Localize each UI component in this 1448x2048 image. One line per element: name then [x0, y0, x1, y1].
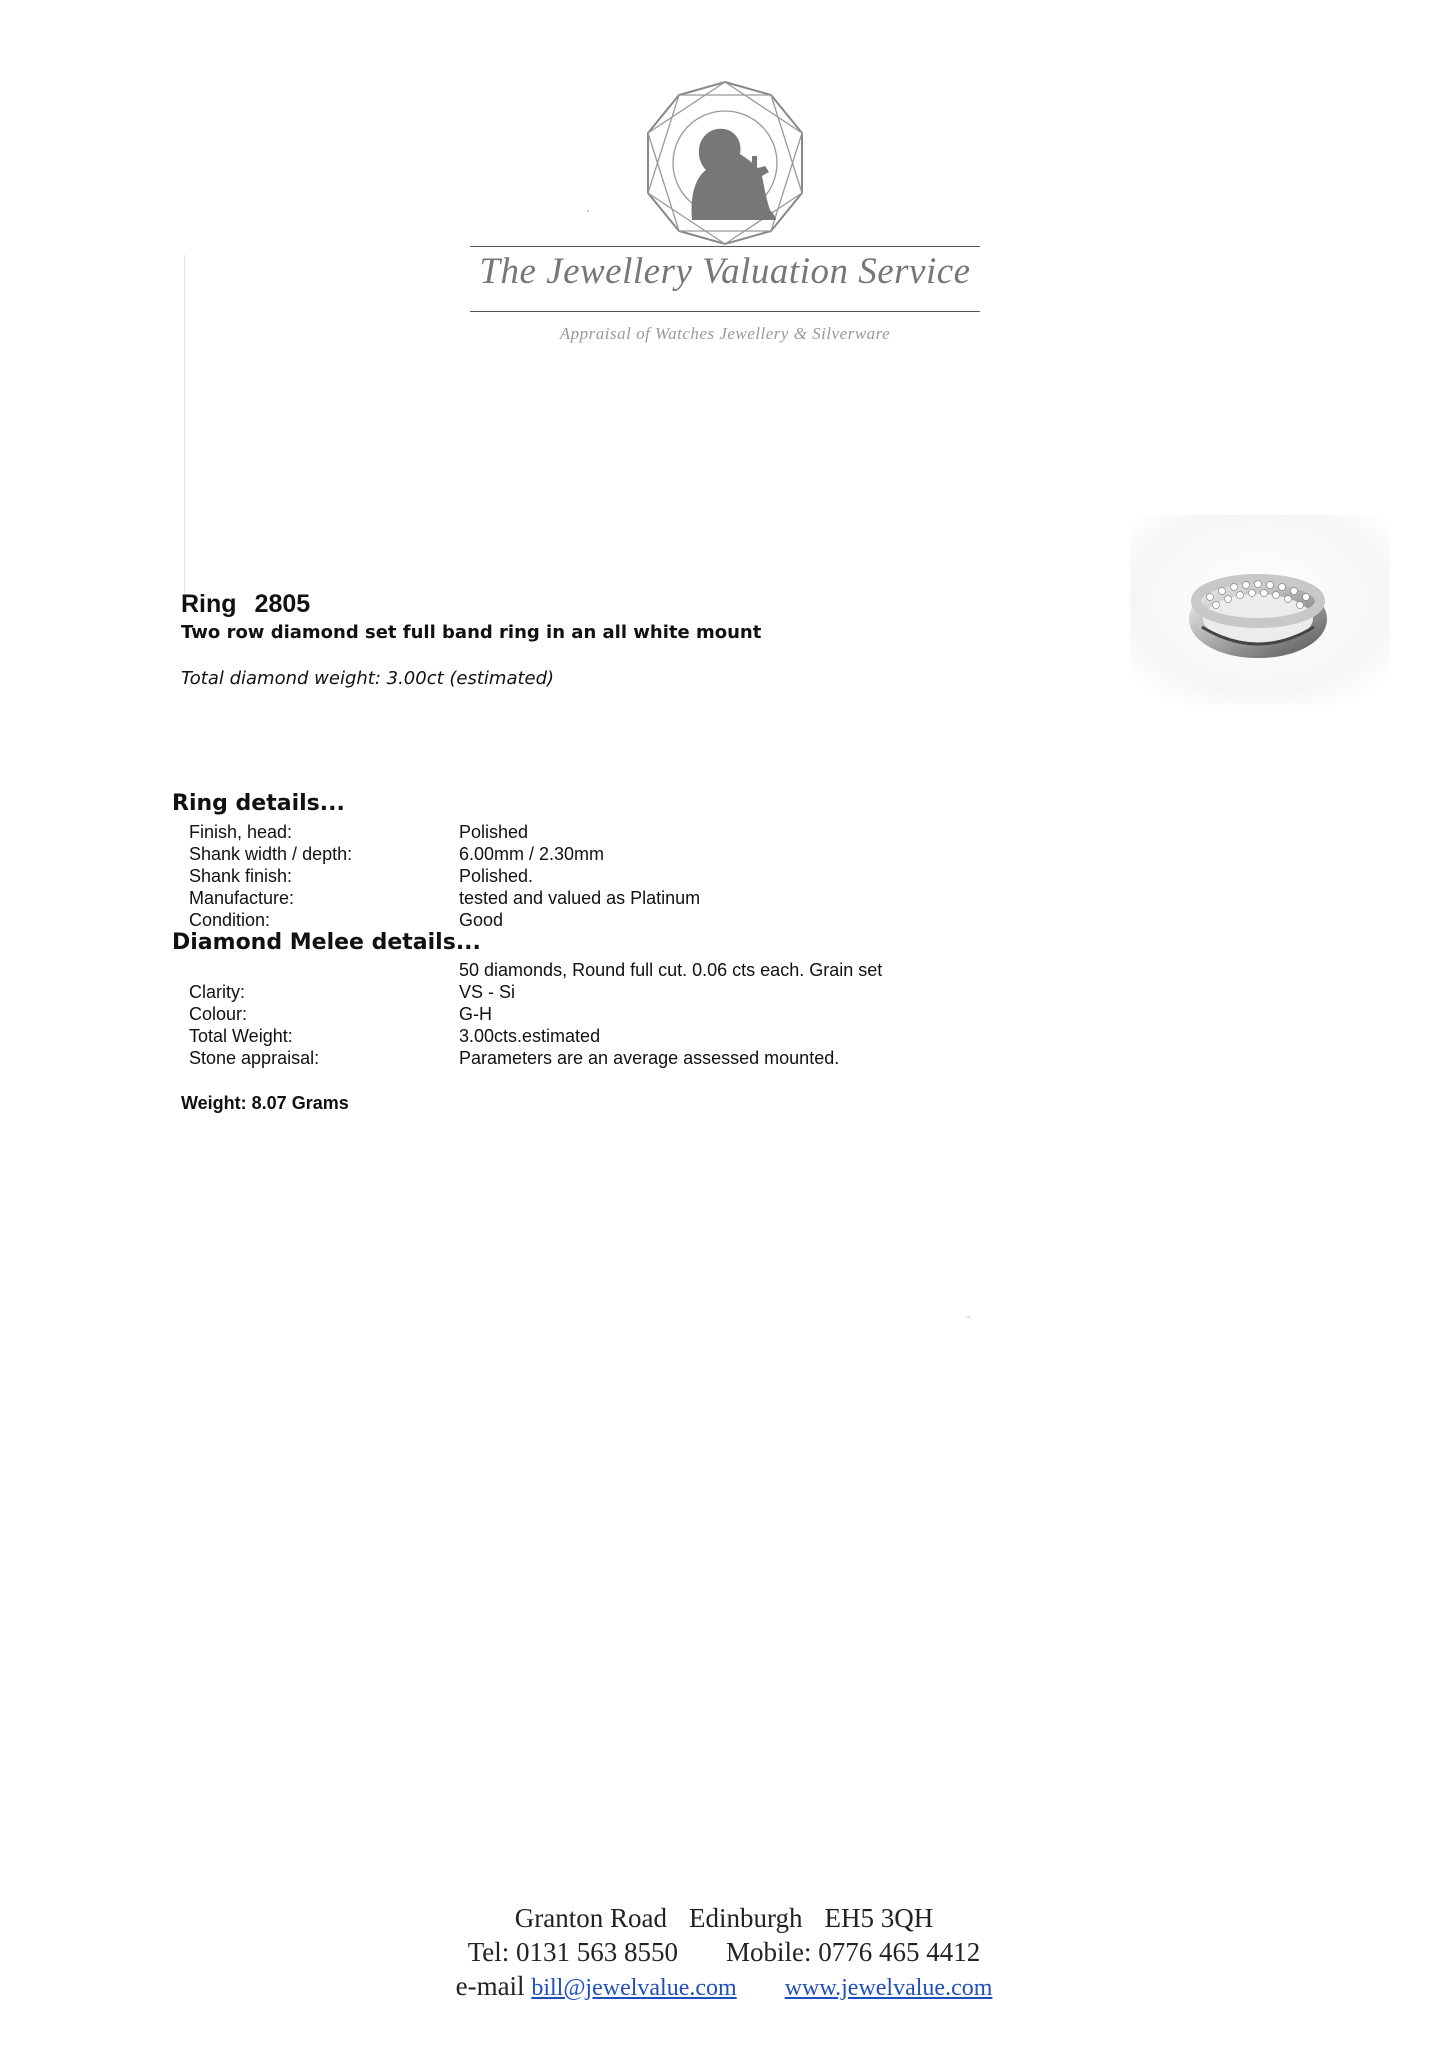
- brand-tagline: Appraisal of Watches Jewellery & Silverware: [559, 324, 891, 343]
- footer-street: Granton Road: [514, 1903, 667, 1933]
- detail-value: 50 diamonds, Round full cut. 0.06 cts each. Grain set: [459, 960, 883, 980]
- footer-address: [0, 1903, 1448, 1934]
- footer-postcode: EH5 3QH: [824, 1903, 934, 1933]
- scan-speck: [967, 1316, 970, 1318]
- email-link[interactable]: bill@jewelvalue.com: [531, 1975, 737, 2001]
- detail-label: Colour:: [189, 1004, 248, 1024]
- footer-email-label: e-mail: [455, 1971, 525, 2001]
- header-top-rule: [470, 246, 980, 247]
- detail-value: 3.00cts.estimated: [459, 1026, 601, 1046]
- item-label: Ring: [181, 590, 237, 618]
- detail-value: tested and valued as Platinum: [459, 888, 701, 908]
- header-bottom-rule: [470, 311, 980, 312]
- total-diamond-weight: Total diamond weight: 3.00ct (estimated): [181, 668, 555, 689]
- footer-tel: Tel: 0131 563 8550: [467, 1937, 679, 1967]
- detail-value: VS - Si: [459, 982, 516, 1002]
- ring-photo: [1130, 515, 1390, 705]
- website-link[interactable]: www.jewelvalue.com: [784, 1975, 993, 2001]
- detail-value: Polished.: [459, 866, 534, 886]
- detail-value: G-H: [459, 1004, 492, 1024]
- brand-title: The Jewellery Valuation Service: [479, 251, 971, 292]
- detail-label: Shank finish:: [189, 866, 293, 886]
- item-weight: Weight: 8.07 Grams: [181, 1093, 349, 1113]
- item-description: Two row diamond set full band ring in an all white mount: [181, 622, 762, 643]
- item-heading: [181, 590, 310, 619]
- detail-value: 6.00mm / 2.30mm: [459, 844, 605, 864]
- gemstone-jeweller-logo: [640, 78, 810, 248]
- scan-speck: [587, 210, 589, 212]
- detail-label: Stone appraisal:: [189, 1048, 320, 1068]
- detail-value: Good: [459, 910, 504, 930]
- footer-mobile: Mobile: 0776 465 4412: [726, 1937, 981, 1967]
- ring-details-heading: Ring details...: [172, 791, 345, 816]
- detail-label: Shank width / depth:: [189, 844, 353, 864]
- detail-label: Total Weight:: [189, 1026, 293, 1046]
- detail-value: Parameters are an average assessed mounted.: [459, 1048, 840, 1068]
- detail-label: Clarity:: [189, 982, 246, 1002]
- diamond-details-heading: Diamond Melee details...: [172, 930, 481, 955]
- item-number: 2805: [254, 590, 311, 618]
- footer-phones: [0, 1937, 1448, 1968]
- detail-label: Condition:: [189, 910, 271, 930]
- detail-value: Polished: [459, 822, 529, 842]
- footer-contacts: [0, 1971, 1448, 2002]
- footer-city: Edinburgh: [688, 1903, 803, 1933]
- detail-label: Finish, head:: [189, 822, 293, 842]
- margin-line: [184, 255, 185, 610]
- detail-label: Manufacture:: [189, 888, 295, 908]
